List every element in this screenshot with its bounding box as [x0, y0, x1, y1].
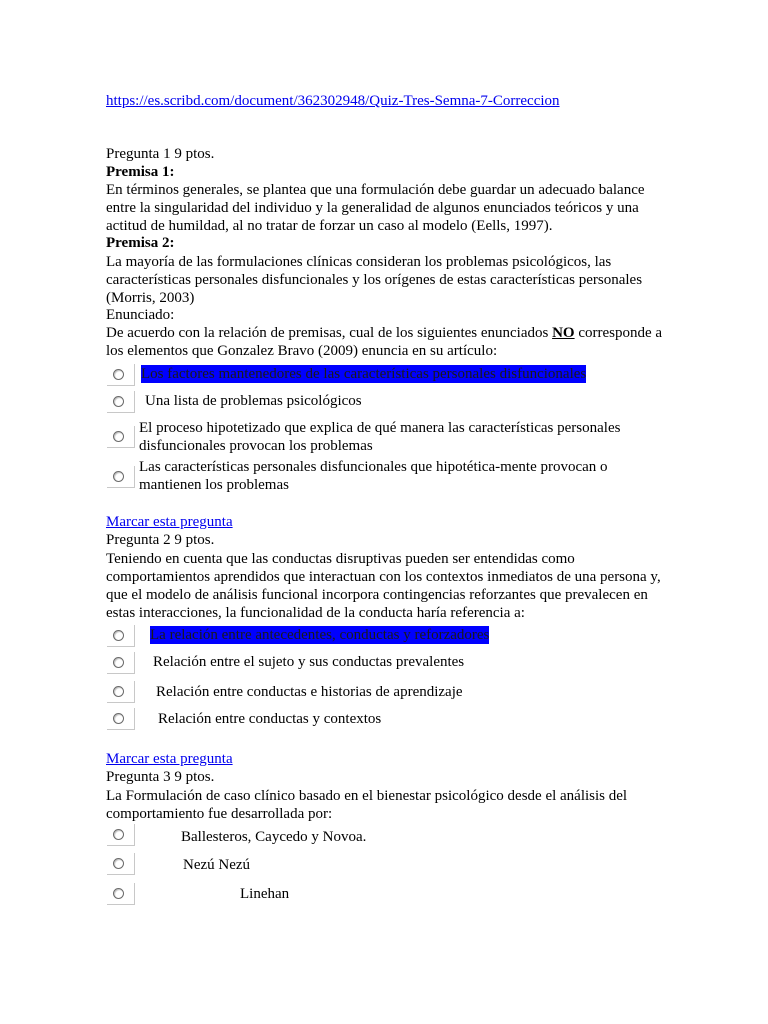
- question-2-header: Pregunta 2 9 ptos.: [106, 532, 215, 548]
- mark-question-1-link[interactable]: Marcar esta pregunta: [106, 514, 233, 530]
- statement-text-pre: De acuerdo con la relación de premisas, cual de los siguientes enunciados: [106, 325, 553, 341]
- q1-option-4-radio-box: [107, 466, 135, 488]
- q1-option-4-radio[interactable]: [113, 471, 124, 482]
- q2-option-1-label[interactable]: La relación entre antecedentes, conductas y reforzadores: [150, 627, 490, 643]
- q2-option-3-radio-box: [107, 681, 135, 703]
- q1-option-4-label[interactable]: Las características personales disfuncionales que hipotética-mente provocan o mantienen los problemas: [139, 459, 608, 493]
- q3-option-1-radio[interactable]: [113, 829, 124, 840]
- q3-option-3-radio-box: [107, 883, 135, 905]
- statement-text-post: corresponde a los elementos que Gonzalez Bravo (2009) enuncia en su artículo:: [106, 325, 663, 359]
- premise-1-label: Premisa 1:: [106, 164, 175, 180]
- mark-question-2-link[interactable]: Marcar esta pregunta: [106, 751, 233, 767]
- q2-option-3-radio[interactable]: [113, 686, 124, 697]
- q2-option-4-radio[interactable]: [113, 713, 124, 724]
- q1-option-3-radio[interactable]: [113, 431, 124, 442]
- premise-2-text: La mayoría de las formulaciones clínicas consideran los problemas psicológicos, las características personales disfuncionales y los orígenes de estas características personales (Morris, 2003): [106, 254, 643, 306]
- q1-option-2-radio-box: [107, 391, 135, 413]
- q3-option-2-radio[interactable]: [113, 858, 124, 869]
- q1-option-2-label[interactable]: Una lista de problemas psicológicos: [145, 393, 362, 409]
- statement-emphasis: NO: [552, 325, 575, 341]
- premise-2-label: Premisa 2:: [106, 235, 175, 251]
- q1-option-3-radio-box: [107, 426, 135, 448]
- question-2-text: Teniendo en cuenta que las conductas disruptivas pueden ser entendidas como comportamientos aprendidos que interactuan con los contextos inmediatos de una persona y, que el modelo de análisis funcional incorpora contingencias reforzantes que prevalecen en estas interacciones, la funcionalidad de la conducta haría referencia a:: [106, 551, 661, 621]
- statement-text: [106, 324, 666, 360]
- premise-1-text: En términos generales, se plantea que una formulación debe guardar un adecuado balance entre la singularidad del individuo y la generalidad de algunos enunciados teóricos y una actitud de humildad, al no tratar de forzar un caso al modelo (Eells, 1997).: [106, 182, 645, 234]
- q2-option-4-label[interactable]: Relación entre conductas y contextos: [158, 711, 382, 727]
- q2-option-2-radio-box: [107, 652, 135, 674]
- q2-option-1-radio[interactable]: [113, 630, 124, 641]
- q2-option-2-label[interactable]: Relación entre el sujeto y sus conductas prevalentes: [153, 654, 465, 670]
- q1-option-2-radio[interactable]: [113, 396, 124, 407]
- q3-option-2-radio-box: [107, 853, 135, 875]
- question-3-header: Pregunta 3 9 ptos.: [106, 769, 215, 785]
- source-document-link[interactable]: https://es.scribd.com/document/362302948/Quiz-Tres-Semna-7-Correccion: [106, 93, 560, 109]
- q2-option-4-radio-box: [107, 708, 135, 730]
- question-1-header: Pregunta 1 9 ptos.: [106, 146, 215, 162]
- q1-option-1-radio[interactable]: [113, 369, 124, 380]
- question-3-text: La Formulación de caso clínico basado en el bienestar psicológico desde el análisis del comportamiento fue desarrollada por:: [106, 788, 628, 822]
- q3-option-1-label[interactable]: Ballesteros, Caycedo y Novoa.: [181, 829, 367, 845]
- statement-label: Enunciado:: [106, 307, 175, 323]
- q3-option-3-radio[interactable]: [113, 888, 124, 899]
- q1-option-1-label[interactable]: Los factores mantenedores de las características personales disfuncionales: [141, 366, 587, 382]
- q3-option-1-radio-box: [107, 824, 135, 846]
- q2-option-2-radio[interactable]: [113, 657, 124, 668]
- q2-option-1-radio-box: [107, 625, 135, 647]
- q1-option-1-radio-box: [107, 364, 135, 386]
- q3-option-3-label[interactable]: Linehan: [240, 886, 290, 902]
- q2-option-3-label[interactable]: Relación entre conductas e historias de aprendizaje: [156, 684, 463, 700]
- q3-option-2-label[interactable]: Nezú Nezú: [183, 857, 251, 873]
- q1-option-3-label[interactable]: El proceso hipotetizado que explica de qué manera las características personales disfuncionales provocan los problemas: [139, 420, 621, 454]
